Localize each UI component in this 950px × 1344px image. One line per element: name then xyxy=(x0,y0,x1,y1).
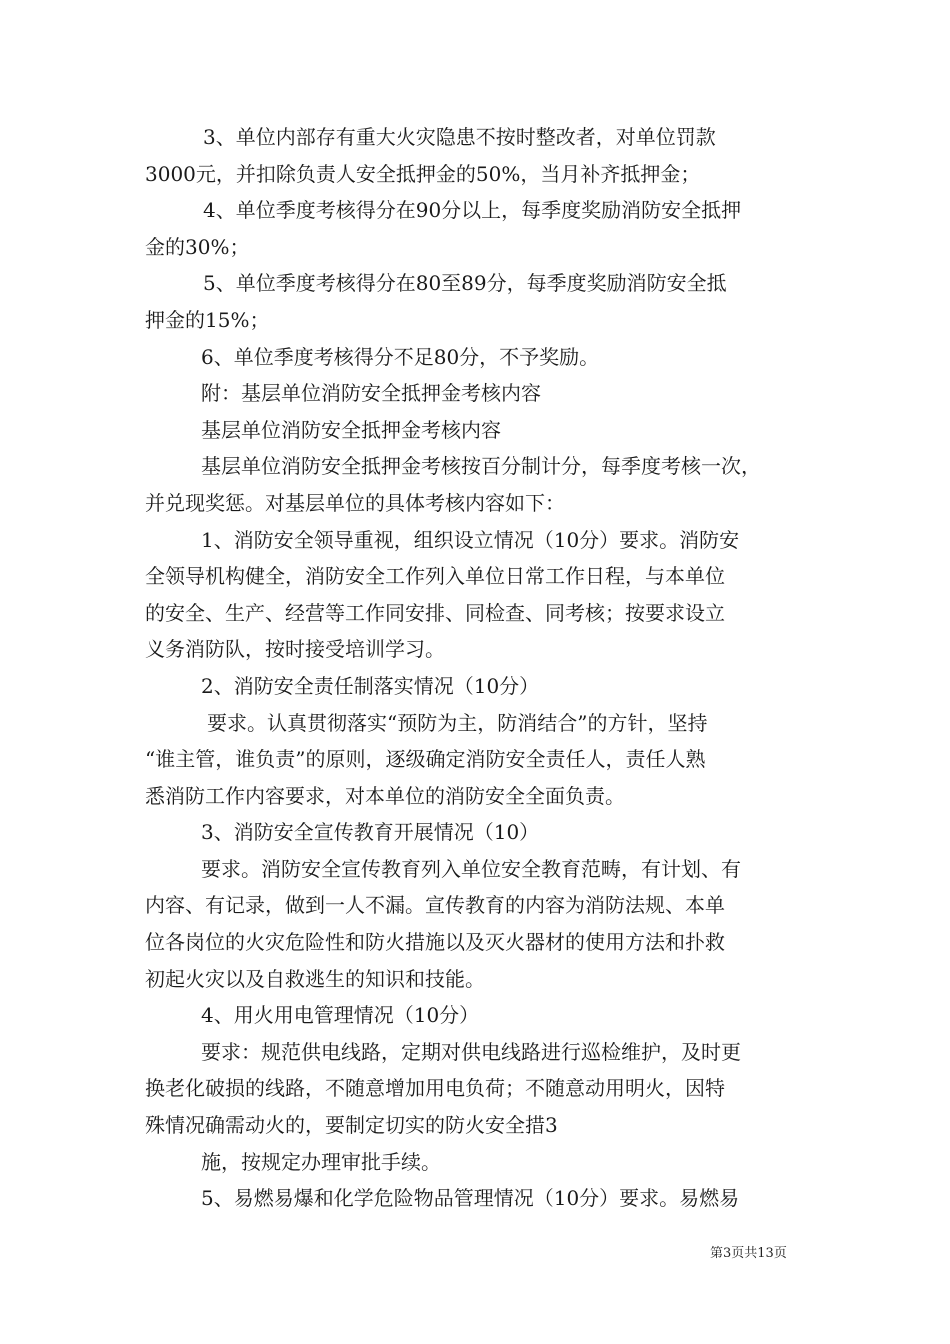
paragraph-line: 全领导机构健全，消防安全工作列入单位日常工作日程，与本单位 xyxy=(145,564,725,589)
paragraph-line: 6、单位季度考核得分不足80分，不予奖励。 xyxy=(201,344,600,369)
document-body xyxy=(145,119,810,1217)
paragraph-line: 4、单位季度考核得分在90分以上，每季度奖励消防安全抵押 xyxy=(203,198,742,223)
paragraph-line: 内容、有记录，做到一人不漏。宣传教育的内容为消防法规、本单 xyxy=(145,893,725,918)
paragraph-line: 5、单位季度考核得分在80至89分，每季度奖励消防安全抵 xyxy=(203,271,727,296)
paragraph-line: 要求：规范供电线路，定期对供电线路进行巡检维护，及时更 xyxy=(201,1039,741,1064)
paragraph-line: 3000元，并扣除负责人安全抵押金的50%，当月补齐抵押金； xyxy=(145,161,701,186)
paragraph-line: 的安全、生产、经营等工作同安排、同检查、同考核；按要求设立 xyxy=(145,600,725,625)
paragraph-line: 附：基层单位消防安全抵押金考核内容 xyxy=(201,381,541,406)
paragraph-line: 4、用火用电管理情况（10分） xyxy=(201,1003,480,1028)
paragraph-line: 殊情况确需动火的，要制定切实的防火安全措3 xyxy=(145,1113,558,1138)
paragraph-line: 要求。消防安全宣传教育列入单位安全教育范畴，有计划、有 xyxy=(201,856,741,881)
paragraph-line: 并兑现奖惩。对基层单位的具体考核内容如下： xyxy=(145,490,565,515)
paragraph-line: 悉消防工作内容要求，对本单位的消防安全全面负责。 xyxy=(145,783,625,808)
paragraph-line: 初起火灾以及自救逃生的知识和技能。 xyxy=(145,966,485,991)
paragraph-line: 换老化破损的线路，不随意增加用电负荷；不随意动用明火，因特 xyxy=(145,1076,725,1101)
paragraph-line: 义务消防队，按时接受培训学习。 xyxy=(145,637,445,662)
paragraph-line: 3、消防安全宣传教育开展情况（10） xyxy=(201,820,540,845)
paragraph-line: 3、单位内部存有重大火灾隐患不按时整改者，对单位罚款 xyxy=(203,125,716,149)
paragraph-line: 基层单位消防安全抵押金考核按百分制计分，每季度考核一次， xyxy=(201,454,761,479)
paragraph-line: “谁主管，谁负责”的原则，逐级确定消防安全责任人，责任人熟 xyxy=(145,747,706,772)
paragraph-line: 金的30%； xyxy=(145,234,250,259)
paragraph-line: 位各岗位的火灾危险性和防火措施以及灭火器材的使用方法和扑救 xyxy=(145,930,725,955)
page-number-footer: 第3页共13页 xyxy=(710,1246,787,1261)
paragraph-line: 押金的15%； xyxy=(145,307,270,332)
section-heading: 基层单位消防安全抵押金考核内容 xyxy=(201,417,501,442)
paragraph-line: 1、消防安全领导重视，组织设立情况（10分）要求。消防安 xyxy=(201,527,740,552)
paragraph-line: 2、消防安全责任制落实情况（10分） xyxy=(201,673,540,698)
paragraph-line: 5、易燃易爆和化学危险物品管理情况（10分）要求。易燃易 xyxy=(201,1186,740,1211)
paragraph-line: 施，按规定办理审批手续。 xyxy=(201,1149,441,1174)
paragraph-line: 要求。认真贯彻落实“预防为主，防消结合”的方针，坚持 xyxy=(207,710,708,735)
